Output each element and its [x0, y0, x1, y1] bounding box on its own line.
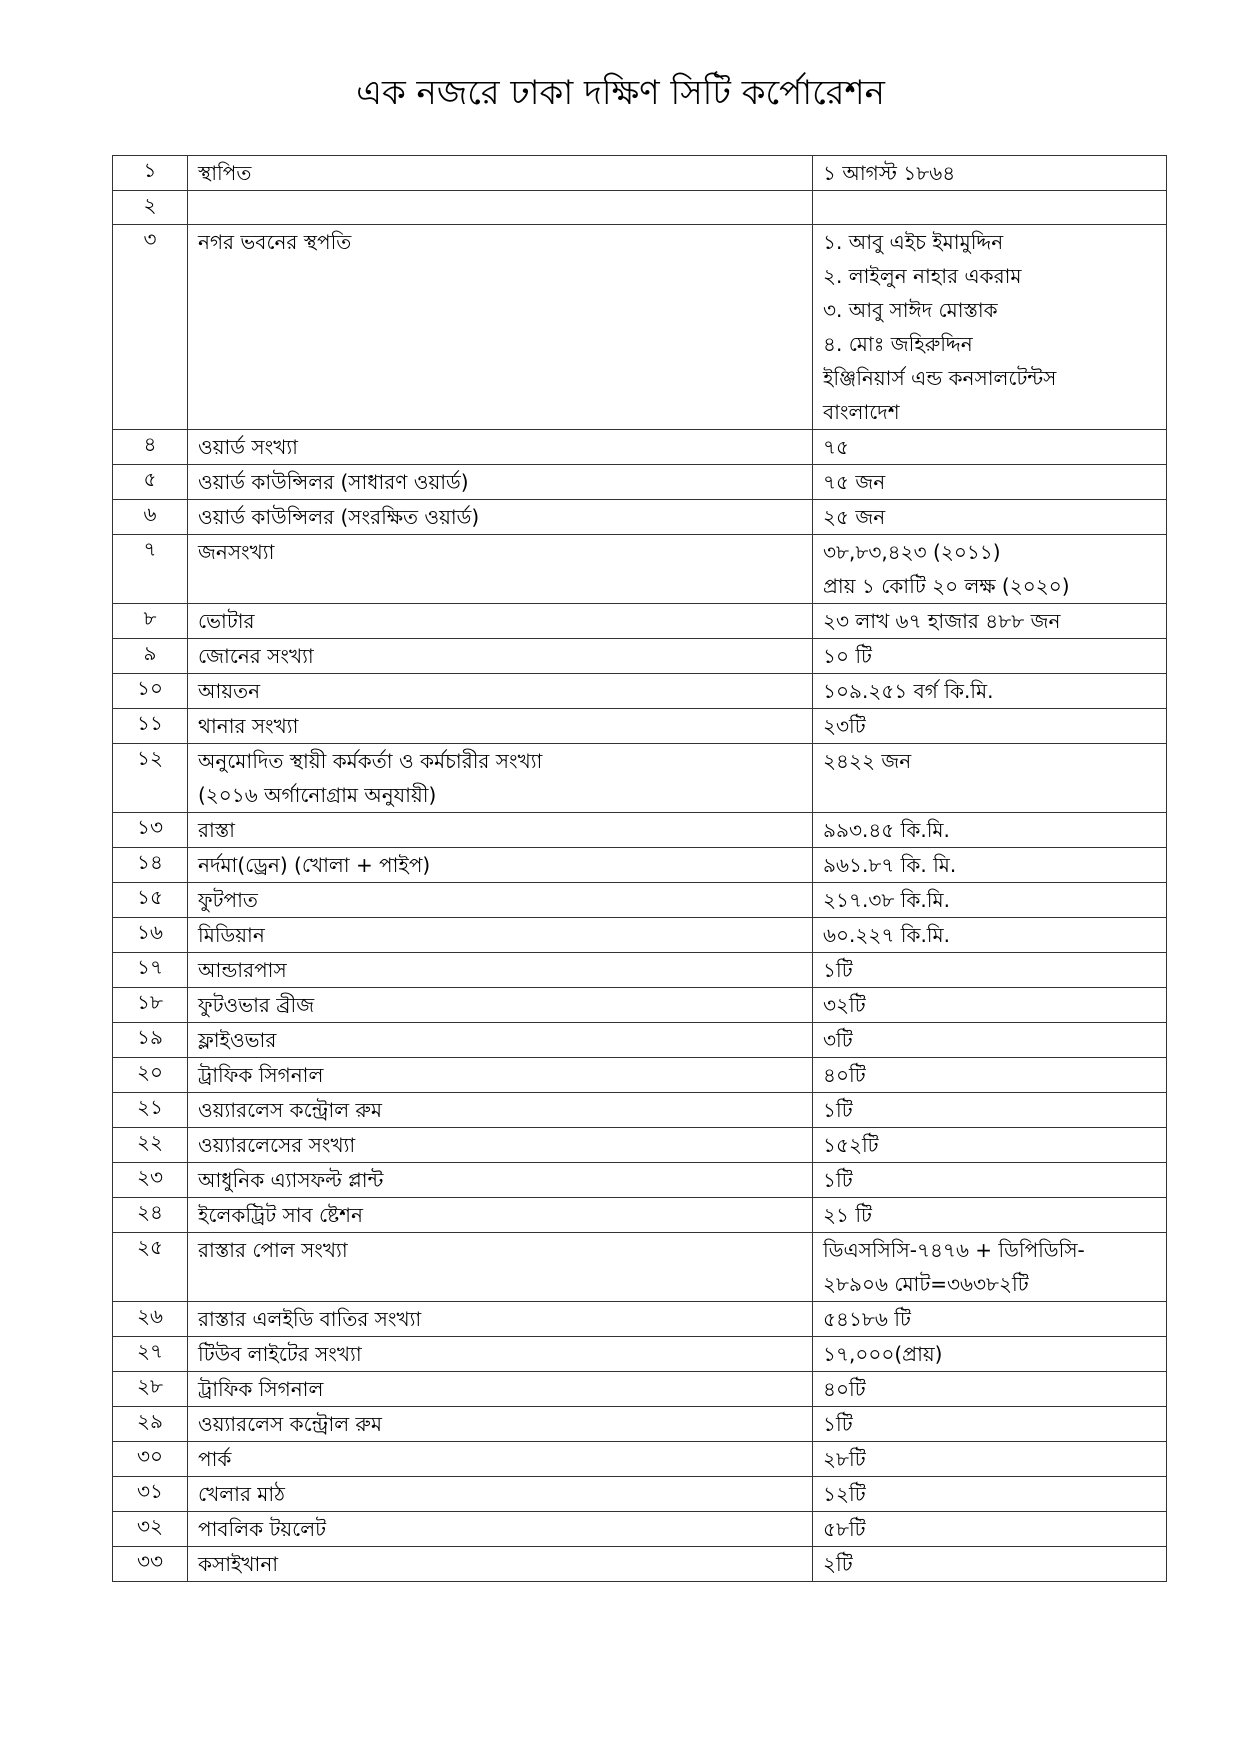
value-text: ১টি — [823, 1098, 853, 1122]
item-cell — [188, 813, 813, 848]
row-number: ২১ — [113, 1093, 188, 1128]
table-row — [113, 535, 1167, 604]
item-text: রাস্তার পোল সংখ্যা — [198, 1238, 348, 1262]
value-text: ৩টি — [823, 1028, 853, 1052]
table-row — [113, 1477, 1167, 1512]
value-text: ১৭,০০০(প্রায়) — [823, 1342, 943, 1366]
item-text: রাস্তার এলইডি বাতির সংখ্যা — [198, 1307, 422, 1331]
value-text: ৪০টি — [823, 1377, 866, 1401]
item-text: জনসংখ্যা — [198, 540, 275, 564]
row-number: ১৭ — [113, 953, 188, 988]
row-number: ২৭ — [113, 1337, 188, 1372]
value-text: প্রায় ১ কোটি ২০ লক্ষ (২০২০) — [823, 574, 1070, 598]
item-text: ওয়ার্ড কাউন্সিলর (সংরক্ষিত ওয়ার্ড) — [198, 505, 480, 529]
item-cell — [188, 1372, 813, 1407]
value-cell — [813, 988, 1167, 1023]
value-text: ২৮৯০৬ মোট=৩৬৩৮২টি — [823, 1272, 1029, 1296]
value-cell — [813, 156, 1167, 191]
value-text: ৭৫ জন — [823, 470, 886, 494]
item-text: অনুমোদিত স্থায়ী কর্মকর্তা ও কর্মচারীর সংখ্যা — [198, 749, 543, 773]
item-cell — [188, 1233, 813, 1302]
fact-table — [112, 155, 1167, 1582]
table-row — [113, 709, 1167, 744]
value-text: ২৩টি — [823, 714, 866, 738]
item-cell — [188, 500, 813, 535]
value-cell — [813, 709, 1167, 744]
table-row — [113, 1163, 1167, 1198]
value-text: ১০৯.২৫১ বর্গ কি.মি. — [823, 679, 994, 703]
row-number: ৩৩ — [113, 1547, 188, 1582]
value-cell — [813, 430, 1167, 465]
row-number: ৩ — [113, 225, 188, 430]
value-cell — [813, 1407, 1167, 1442]
item-cell — [188, 1337, 813, 1372]
row-number: ৮ — [113, 604, 188, 639]
value-cell — [813, 848, 1167, 883]
item-cell — [188, 744, 813, 813]
item-text: আয়তন — [198, 679, 261, 703]
item-cell — [188, 1512, 813, 1547]
value-cell — [813, 465, 1167, 500]
table-row — [113, 604, 1167, 639]
item-cell — [188, 988, 813, 1023]
item-text: ভোটার — [198, 609, 255, 633]
row-number: ২৫ — [113, 1233, 188, 1302]
row-number: ২৪ — [113, 1198, 188, 1233]
value-cell — [813, 639, 1167, 674]
value-cell — [813, 1547, 1167, 1582]
value-cell — [813, 1372, 1167, 1407]
value-cell — [813, 225, 1167, 430]
table-row — [113, 988, 1167, 1023]
value-text: বাংলাদেশ — [823, 400, 900, 424]
value-cell — [813, 1477, 1167, 1512]
item-text: নর্দমা(ড্রেন) (খোলা + পাইপ) — [198, 853, 431, 877]
value-text: ২৩ লাখ ৬৭ হাজার ৪৮৮ জন — [823, 609, 1061, 633]
value-text: ৪. মোঃ জহিরুদ্দিন — [823, 332, 973, 356]
table-row — [113, 1058, 1167, 1093]
row-number: ১৯ — [113, 1023, 188, 1058]
table-row — [113, 1372, 1167, 1407]
row-number: ৯ — [113, 639, 188, 674]
item-cell — [188, 604, 813, 639]
row-number: ১৬ — [113, 918, 188, 953]
table-row — [113, 1337, 1167, 1372]
table-row — [113, 744, 1167, 813]
item-cell — [188, 1477, 813, 1512]
fact-table-body — [113, 156, 1167, 1582]
item-text: কসাইখানা — [198, 1552, 279, 1576]
row-number: ২২ — [113, 1128, 188, 1163]
value-cell — [813, 191, 1167, 225]
table-row — [113, 1233, 1167, 1302]
table-row — [113, 1407, 1167, 1442]
value-cell — [813, 500, 1167, 535]
row-number: ১ — [113, 156, 188, 191]
table-row — [113, 813, 1167, 848]
value-cell — [813, 1337, 1167, 1372]
value-text: ২৮টি — [823, 1447, 866, 1471]
value-text: ১০ টি — [823, 644, 872, 668]
row-number: ২৯ — [113, 1407, 188, 1442]
item-cell — [188, 1093, 813, 1128]
item-cell — [188, 709, 813, 744]
value-cell — [813, 1023, 1167, 1058]
item-text: ফুটওভার ব্রীজ — [198, 993, 315, 1017]
value-cell — [813, 953, 1167, 988]
value-cell — [813, 813, 1167, 848]
row-number: ২৩ — [113, 1163, 188, 1198]
item-text: পাবলিক টয়লেট — [198, 1517, 326, 1541]
value-text: ১টি — [823, 958, 853, 982]
table-row — [113, 1093, 1167, 1128]
item-text: ফ্লাইওভার — [198, 1028, 277, 1052]
value-text: ১. আবু এইচ ইমামুদ্দিন — [823, 230, 1004, 254]
item-text: (২০১৬ অর্গানোগ্রাম অনুযায়ী) — [198, 783, 437, 807]
value-cell — [813, 1512, 1167, 1547]
value-text: ১টি — [823, 1168, 853, 1192]
item-text: ওয়্যারলেস কন্ট্রোল রুম — [198, 1412, 382, 1436]
value-text: ১টি — [823, 1412, 853, 1436]
item-cell — [188, 1163, 813, 1198]
item-text: ফুটপাত — [198, 888, 258, 912]
item-text: স্থাপিত — [198, 161, 252, 185]
table-row — [113, 1442, 1167, 1477]
item-cell — [188, 918, 813, 953]
table-row — [113, 1198, 1167, 1233]
item-text: ট্রাফিক সিগনাল — [198, 1063, 324, 1087]
value-text: ২. লাইলুন নাহার একরাম — [823, 264, 1022, 288]
value-cell — [813, 535, 1167, 604]
item-text: আন্ডারপাস — [198, 958, 287, 982]
table-row — [113, 918, 1167, 953]
row-number: ৫ — [113, 465, 188, 500]
value-text: ৩২টি — [823, 993, 866, 1017]
item-cell — [188, 225, 813, 430]
table-row — [113, 848, 1167, 883]
value-text: ২১৭.৩৮ কি.মি. — [823, 888, 950, 912]
item-cell — [188, 1547, 813, 1582]
item-text: নগর ভবনের স্থপতি — [198, 230, 352, 254]
table-row — [113, 1302, 1167, 1337]
table-row — [113, 953, 1167, 988]
row-number: ১১ — [113, 709, 188, 744]
value-text: ৪০টি — [823, 1063, 866, 1087]
item-text: টিউব লাইটের সংখ্যা — [198, 1342, 362, 1366]
value-text: ২১ টি — [823, 1203, 872, 1227]
value-text: ৩৮,৮৩,৪২৩ (২০১১) — [823, 540, 1001, 564]
item-cell — [188, 535, 813, 604]
value-cell — [813, 604, 1167, 639]
item-text: ওয়্যারলেস কন্ট্রোল রুম — [198, 1098, 382, 1122]
item-text: আধুনিক এ্যাসফল্ট প্লান্ট — [198, 1168, 384, 1192]
value-text: ডিএসসিসি-৭৪৭৬ + ডিপিডিসি- — [823, 1238, 1085, 1262]
item-cell — [188, 883, 813, 918]
value-text: ৯৯৩.৪৫ কি.মি. — [823, 818, 950, 842]
row-number: ১৮ — [113, 988, 188, 1023]
item-text: ওয়ার্ড কাউন্সিলর (সাধারণ ওয়ার্ড) — [198, 470, 469, 494]
value-text: ১৫২টি — [823, 1133, 879, 1157]
table-row — [113, 639, 1167, 674]
value-cell — [813, 1233, 1167, 1302]
value-cell — [813, 918, 1167, 953]
table-row — [113, 465, 1167, 500]
table-row — [113, 500, 1167, 535]
item-cell — [188, 430, 813, 465]
row-number: ১৫ — [113, 883, 188, 918]
item-cell — [188, 1058, 813, 1093]
item-text: ইলেকট্রিট সাব ষ্টেশন — [198, 1203, 363, 1227]
value-text: ৫৮টি — [823, 1517, 866, 1541]
value-cell — [813, 1163, 1167, 1198]
row-number: ৩১ — [113, 1477, 188, 1512]
value-text: ২৫ জন — [823, 505, 886, 529]
item-cell — [188, 1302, 813, 1337]
table-row — [113, 1547, 1167, 1582]
item-text: রাস্তা — [198, 818, 235, 842]
item-cell — [188, 156, 813, 191]
item-cell — [188, 191, 813, 225]
value-text: ২৪২২ জন — [823, 749, 912, 773]
row-number: ২০ — [113, 1058, 188, 1093]
item-cell — [188, 639, 813, 674]
table-row — [113, 883, 1167, 918]
value-text: ১২টি — [823, 1482, 866, 1506]
item-cell — [188, 1442, 813, 1477]
row-number: ৬ — [113, 500, 188, 535]
row-number: ১০ — [113, 674, 188, 709]
row-number: ২ — [113, 191, 188, 225]
value-cell — [813, 883, 1167, 918]
value-cell — [813, 674, 1167, 709]
item-cell — [188, 848, 813, 883]
value-cell — [813, 1302, 1167, 1337]
row-number: ২৬ — [113, 1302, 188, 1337]
value-cell — [813, 1093, 1167, 1128]
value-cell — [813, 1128, 1167, 1163]
row-number: ৩২ — [113, 1512, 188, 1547]
table-row — [113, 430, 1167, 465]
item-text: খেলার মাঠ — [198, 1482, 285, 1506]
row-number: ১৪ — [113, 848, 188, 883]
row-number: ৩০ — [113, 1442, 188, 1477]
item-text: ট্রাফিক সিগনাল — [198, 1377, 324, 1401]
value-cell — [813, 1442, 1167, 1477]
item-text: মিডিয়ান — [198, 923, 265, 947]
item-cell — [188, 1407, 813, 1442]
value-text: ২টি — [823, 1552, 853, 1576]
item-text: থানার সংখ্যা — [198, 714, 299, 738]
table-row — [113, 225, 1167, 430]
value-text: ১ আগস্ট ১৮৬৪ — [823, 161, 956, 185]
value-cell — [813, 1198, 1167, 1233]
row-number: ৪ — [113, 430, 188, 465]
value-text: ৩. আবু সাঈদ মোস্তাক — [823, 298, 998, 322]
value-cell — [813, 744, 1167, 813]
table-row — [113, 674, 1167, 709]
item-cell — [188, 1023, 813, 1058]
item-text: ওয়ার্ড সংখ্যা — [198, 435, 298, 459]
table-row — [113, 1128, 1167, 1163]
item-cell — [188, 1198, 813, 1233]
item-cell — [188, 674, 813, 709]
table-row — [113, 1512, 1167, 1547]
item-text: ওয়্যারলেসের সংখ্যা — [198, 1133, 356, 1157]
item-text: পার্ক — [198, 1447, 232, 1471]
table-row — [113, 156, 1167, 191]
item-cell — [188, 1128, 813, 1163]
item-text: জোনের সংখ্যা — [198, 644, 314, 668]
row-number: ১৩ — [113, 813, 188, 848]
row-number: ৭ — [113, 535, 188, 604]
row-number: ১২ — [113, 744, 188, 813]
value-text: ৯৬১.৮৭ কি. মি. — [823, 853, 957, 877]
item-cell — [188, 953, 813, 988]
value-text: ৬০.২২৭ কি.মি. — [823, 923, 950, 947]
page-title: এক নজরে ঢাকা দক্ষিণ সিটি কর্পোরেশন — [356, 73, 885, 113]
table-row — [113, 1023, 1167, 1058]
table-row — [113, 191, 1167, 225]
row-number: ২৮ — [113, 1372, 188, 1407]
item-cell — [188, 465, 813, 500]
value-text: ৫৪১৮৬ টি — [823, 1307, 911, 1331]
value-cell — [813, 1058, 1167, 1093]
value-text: ৭৫ — [823, 435, 849, 459]
value-text: ইঞ্জিনিয়ার্স এন্ড কনসালটেন্টস — [823, 366, 1057, 390]
